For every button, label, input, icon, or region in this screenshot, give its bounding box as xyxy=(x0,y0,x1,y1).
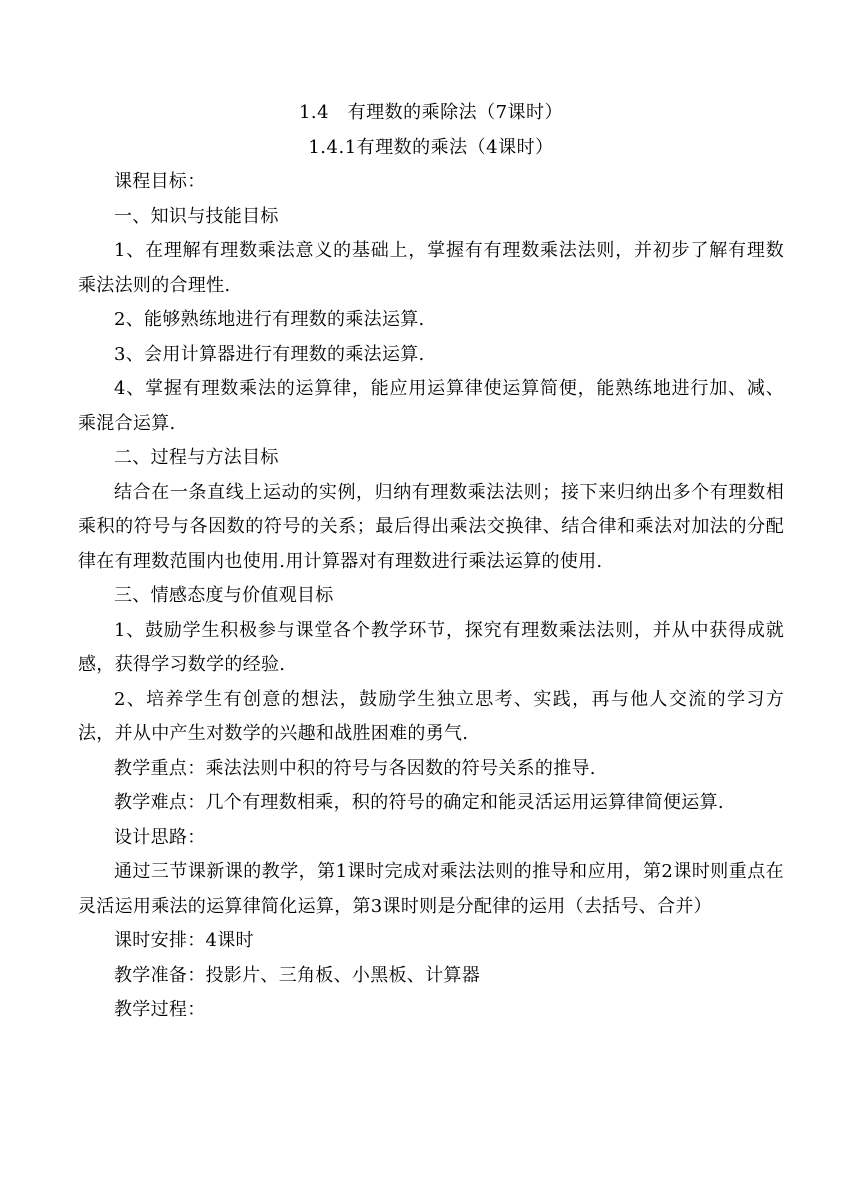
teaching-difficulty: 教学难点：几个有理数相乘，积的符号的确定和能灵活运用运算律简便运算. xyxy=(114,792,724,813)
class-schedule: 课时安排：4课时 xyxy=(114,930,254,951)
goal-item-3: 3、会用计算器进行有理数的乘法运算. xyxy=(114,343,425,365)
document-page xyxy=(78,96,784,1028)
heading-knowledge-skills: 一、知识与技能目标 xyxy=(114,205,279,227)
heading-attitude-values: 三、情感态度与价值观目标 xyxy=(114,585,334,606)
design-idea-text: 通过三节课新课的教学，第1课时完成对乘法法则的推导和应用，第2课时则重点在灵活运用乘法的运算律简化运算，第3课时则是分配律的运用（去括号、合并） xyxy=(78,861,784,917)
attitude-item-2: 2、培养学生有创意的想法，鼓励学生独立思考、实践，再与他人交流的学习方法，并从中产生对数学的兴趣和战胜困难的勇气. xyxy=(78,688,784,744)
document-subtitle: 1.4.1有理数的乘法（4课时） xyxy=(308,136,554,158)
teaching-key-point: 教学重点：乘法法则中积的符号与各因数的符号关系的推导. xyxy=(114,757,596,779)
process-methods-text: 结合在一条直线上运动的实例，归纳有理数乘法法则；接下来归纳出多个有理数相乘积的符号与各因数的符号的关系；最后得出乘法交换律、结合律和乘法对加法的分配律在有理数范围内也使用.用计算器对有理数进行乘法运算的使用. xyxy=(78,481,784,572)
heading-teaching-process: 教学过程： xyxy=(114,999,206,1020)
attitude-item-1: 1、鼓励学生积极参与课堂各个教学环节，探究有理数乘法法则，并从中获得成就感，获得学习数学的经验. xyxy=(78,619,784,675)
goal-item-1: 1、在理解有理数乘法意义的基础上，掌握有有理数乘法法则，并初步了解有理数乘法法则的合理性. xyxy=(78,240,784,296)
goal-item-4: 4、掌握有理数乘法的运算律，能应用运算律使运算简便，能熟练地进行加、减、乘混合运算. xyxy=(78,378,784,434)
heading-course-goals: 课程目标： xyxy=(114,171,206,192)
goal-item-2: 2、能够熟练地进行有理数的乘法运算. xyxy=(114,309,425,330)
teaching-preparation: 教学准备：投影片、三角板、小黑板、计算器 xyxy=(114,964,480,986)
heading-design-idea: 设计思路： xyxy=(114,826,206,848)
heading-process-methods: 二、过程与方法目标 xyxy=(114,447,279,468)
document-title: 1.4 有理数的乘除法（7课时） xyxy=(298,102,564,123)
